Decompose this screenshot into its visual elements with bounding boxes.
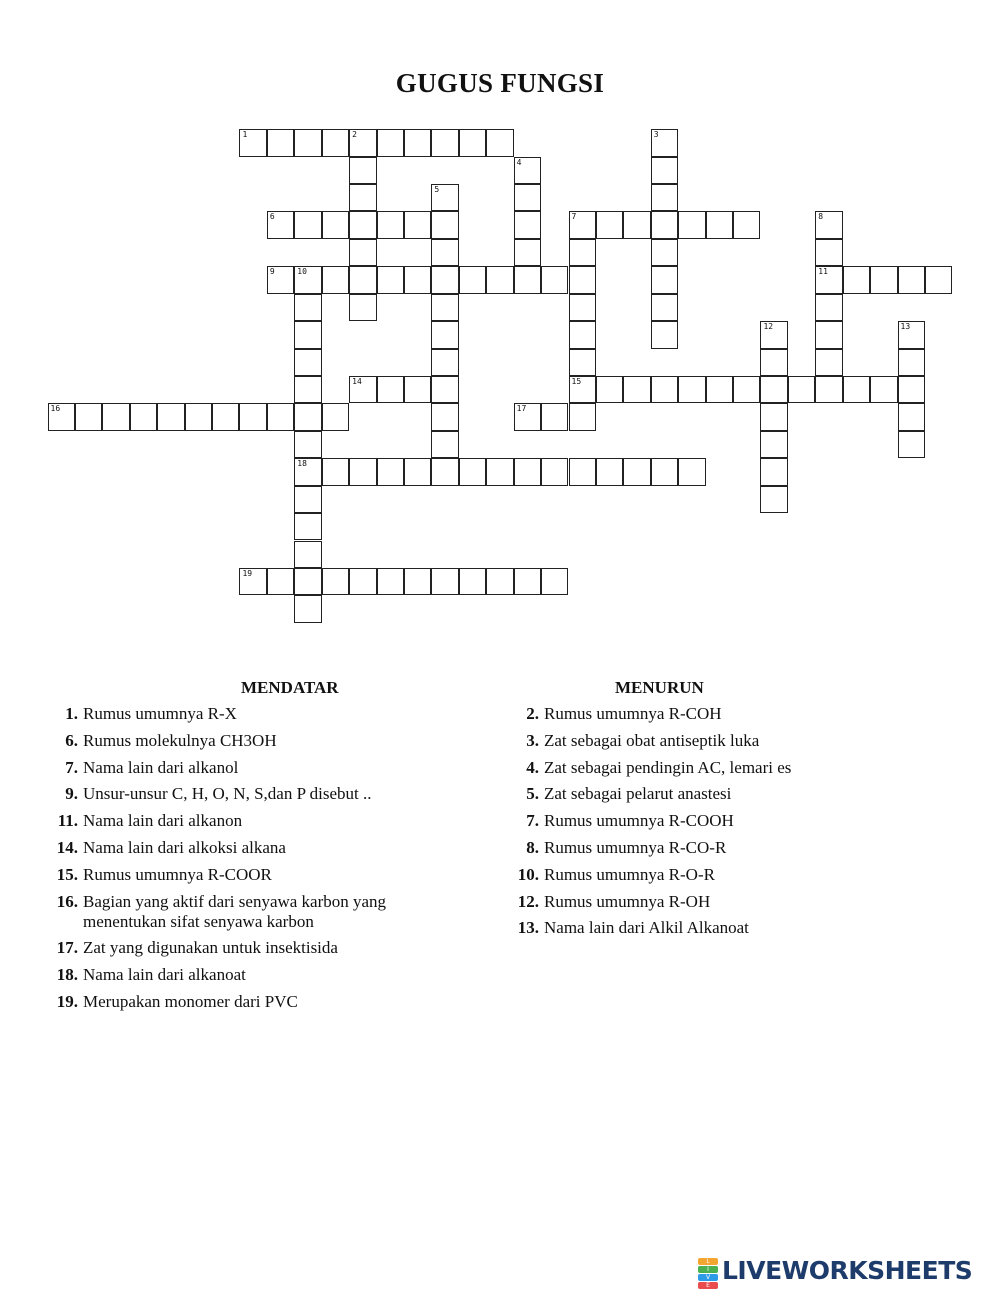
crossword-cell[interactable]: [349, 129, 376, 156]
clue-number: 4.: [526, 757, 539, 777]
down-clue: [509, 918, 869, 938]
crossword-cell[interactable]: [569, 376, 596, 403]
across-clue: [48, 892, 448, 932]
crossword-cell[interactable]: [130, 403, 157, 430]
crossword-cell[interactable]: [760, 321, 787, 348]
crossword-cell[interactable]: [569, 349, 596, 376]
crossword-cell[interactable]: [431, 239, 458, 266]
clue-number: 18: [297, 459, 307, 469]
crossword-cell[interactable]: [706, 211, 733, 238]
crossword-cell[interactable]: [431, 321, 458, 348]
crossword-cell[interactable]: [541, 403, 568, 430]
crossword-cell[interactable]: [294, 403, 321, 430]
crossword-cell[interactable]: [322, 266, 349, 293]
across-clue: [48, 965, 448, 985]
clue-text: Rumus umumnya R-O-R: [544, 864, 715, 884]
clue-number: 14.: [56, 837, 78, 857]
crossword-cell[interactable]: [843, 266, 870, 293]
across-clue: [48, 938, 448, 958]
across-clue: [48, 704, 448, 724]
clue-number: 11.: [57, 811, 78, 831]
crossword-cell[interactable]: [322, 211, 349, 238]
crossword-cell[interactable]: [569, 403, 596, 430]
crossword-cell[interactable]: [404, 568, 431, 595]
crossword-cell[interactable]: [431, 431, 458, 458]
across-heading: MENDATAR: [241, 678, 339, 697]
crossword-cell[interactable]: [623, 458, 650, 485]
crossword-cell[interactable]: [322, 568, 349, 595]
crossword-cell[interactable]: [486, 458, 513, 485]
crossword-cell[interactable]: [294, 349, 321, 376]
crossword-cell[interactable]: [569, 266, 596, 293]
crossword-cell[interactable]: [75, 403, 102, 430]
crossword-cell[interactable]: [377, 568, 404, 595]
across-clue: [48, 811, 448, 831]
crossword-cell[interactable]: [294, 321, 321, 348]
crossword-cell[interactable]: [815, 211, 842, 238]
crossword-cell[interactable]: [431, 349, 458, 376]
clue-text: Rumus umumnya R-COH: [544, 704, 722, 723]
clue-text: Zat yang digunakan untuk insektisida: [83, 938, 338, 958]
logo-text: LIVEWORKSHEETS: [722, 1256, 973, 1285]
crossword-cell[interactable]: [815, 266, 842, 293]
crossword-cell[interactable]: [541, 458, 568, 485]
clue-number: 17: [516, 404, 527, 414]
crossword-cell[interactable]: [514, 239, 541, 266]
crossword-cell[interactable]: [404, 211, 431, 238]
crossword-cell[interactable]: [404, 266, 431, 293]
crossword-cell[interactable]: [294, 431, 321, 458]
crossword-cell[interactable]: [294, 376, 321, 403]
crossword-cell[interactable]: [898, 431, 925, 458]
crossword-cell[interactable]: [349, 211, 376, 238]
crossword-cell[interactable]: [514, 568, 541, 595]
crossword-cell[interactable]: [569, 211, 596, 238]
clue-text: Merupakan monomer dari PVC: [83, 991, 298, 1011]
crossword-cell[interactable]: [898, 403, 925, 430]
down-clue: [509, 838, 869, 858]
crossword-cell[interactable]: [569, 458, 596, 485]
crossword-cell[interactable]: [431, 129, 458, 156]
crossword-cell[interactable]: [459, 129, 486, 156]
crossword-cell[interactable]: [431, 403, 458, 430]
clue-number: 3: [653, 130, 659, 140]
clue-number: 12: [763, 322, 774, 332]
clue-text: Rumus umumnya R-COOR: [83, 864, 272, 884]
crossword-cell[interactable]: [760, 403, 787, 430]
crossword-cell[interactable]: [459, 266, 486, 293]
down-clue: [509, 892, 869, 912]
crossword-cell[interactable]: [541, 568, 568, 595]
crossword-cell[interactable]: [678, 376, 705, 403]
crossword-cell[interactable]: [760, 376, 787, 403]
crossword-cell[interactable]: [651, 211, 678, 238]
crossword-cell[interactable]: [569, 321, 596, 348]
crossword-cell[interactable]: [294, 513, 321, 540]
crossword-cell[interactable]: [377, 129, 404, 156]
clue-number: 8: [818, 212, 824, 222]
clue-number: 12.: [517, 891, 539, 911]
crossword-cell[interactable]: [541, 266, 568, 293]
clue-text: Unsur-unsur C, H, O, N, S,dan P disebut ..: [83, 784, 372, 804]
down-clue-list: [509, 704, 869, 945]
crossword-cell[interactable]: [377, 458, 404, 485]
logo-stripe: L: [698, 1258, 718, 1265]
crossword-cell[interactable]: [349, 157, 376, 184]
crossword-cell[interactable]: [651, 157, 678, 184]
clue-number: 5: [434, 185, 440, 195]
crossword-cell[interactable]: [760, 458, 787, 485]
crossword-cell[interactable]: [377, 376, 404, 403]
crossword-cell[interactable]: [870, 266, 897, 293]
clue-number: 1: [242, 130, 248, 140]
crossword-cell[interactable]: [898, 266, 925, 293]
clue-text: Zat sebagai obat antiseptik luka: [544, 730, 760, 750]
crossword-cell[interactable]: [267, 266, 294, 293]
crossword-cell[interactable]: [760, 431, 787, 458]
clue-number: 15: [571, 376, 582, 386]
clue-number: 15.: [56, 864, 78, 884]
crossword-cell[interactable]: [651, 266, 678, 293]
crossword-cell[interactable]: [486, 129, 513, 156]
crossword-cell[interactable]: [870, 376, 897, 403]
liveworksheets-logo: [698, 1256, 973, 1289]
crossword-cell[interactable]: [514, 266, 541, 293]
crossword-cell[interactable]: [788, 376, 815, 403]
clue-number: 13: [900, 322, 911, 332]
clue-number: 9.: [65, 784, 78, 804]
crossword-cell[interactable]: [760, 486, 787, 513]
crossword-cell[interactable]: [623, 376, 650, 403]
clue-number: 18.: [56, 965, 78, 985]
crossword-cell[interactable]: [843, 376, 870, 403]
crossword-cell[interactable]: [431, 211, 458, 238]
crossword-cell[interactable]: [596, 376, 623, 403]
crossword-cell[interactable]: [651, 294, 678, 321]
crossword-cell[interactable]: [239, 568, 266, 595]
clue-text: Rumus umumnya R-COOH: [544, 811, 734, 831]
crossword-cell[interactable]: [815, 321, 842, 348]
logo-stripe: V: [698, 1274, 718, 1281]
crossword-cell[interactable]: [431, 376, 458, 403]
crossword-cell[interactable]: [514, 157, 541, 184]
crossword-cell[interactable]: [651, 129, 678, 156]
crossword-cell[interactable]: [514, 211, 541, 238]
crossword-cell[interactable]: [925, 266, 952, 293]
crossword-cell[interactable]: [294, 568, 321, 595]
across-clue: [48, 838, 448, 858]
crossword-cell[interactable]: [48, 403, 75, 430]
crossword-cell[interactable]: [514, 403, 541, 430]
crossword-cell[interactable]: [239, 129, 266, 156]
across-clue: [48, 731, 448, 751]
down-clue: [509, 731, 869, 751]
crossword-cell[interactable]: [294, 595, 321, 622]
clue-number: 9: [269, 267, 275, 277]
crossword-cell[interactable]: [431, 266, 458, 293]
clue-number: 1.: [65, 704, 78, 723]
clue-text: Zat sebagai pelarut anastesi: [544, 784, 732, 804]
clue-number: 10.: [517, 864, 539, 884]
crossword-cell[interactable]: [651, 184, 678, 211]
crossword-cell[interactable]: [486, 266, 513, 293]
crossword-cell[interactable]: [349, 458, 376, 485]
crossword-cell[interactable]: [733, 376, 760, 403]
clue-number: 11: [818, 267, 828, 277]
clue-number: 5.: [526, 784, 539, 804]
down-clue: [509, 865, 869, 885]
crossword-cell[interactable]: [569, 294, 596, 321]
crossword-cell[interactable]: [294, 129, 321, 156]
crossword-cell[interactable]: [404, 458, 431, 485]
crossword-cell[interactable]: [678, 458, 705, 485]
crossword-cell[interactable]: [267, 403, 294, 430]
clue-number: 7: [571, 212, 577, 222]
crossword-cell[interactable]: [651, 376, 678, 403]
logo-stripe: I: [698, 1266, 718, 1273]
crossword-cell[interactable]: [898, 376, 925, 403]
clue-text: Rumus umumnya R-OH: [544, 891, 711, 911]
clue-text: Nama lain dari alkanon: [83, 811, 243, 831]
across-clue: [48, 865, 448, 885]
clue-number: 7.: [65, 757, 78, 777]
crossword-cell[interactable]: [294, 266, 321, 293]
clue-number: 13.: [517, 918, 539, 938]
crossword-cell[interactable]: [431, 458, 458, 485]
crossword-cell[interactable]: [349, 376, 376, 403]
down-clue: [509, 704, 869, 724]
crossword-cell[interactable]: [267, 211, 294, 238]
clue-number: 10: [297, 267, 307, 277]
crossword-cell[interactable]: [898, 321, 925, 348]
crossword-cell[interactable]: [815, 349, 842, 376]
clue-number: 14: [352, 376, 362, 386]
clue-number: 17.: [56, 938, 78, 958]
crossword-cell[interactable]: [486, 568, 513, 595]
crossword-cell[interactable]: [678, 211, 705, 238]
clue-number: 16.: [56, 891, 78, 911]
clue-text: Nama lain dari alkanol: [83, 757, 239, 777]
crossword-cell[interactable]: [596, 211, 623, 238]
crossword-cell[interactable]: [294, 458, 321, 485]
clue-number: 7.: [526, 811, 539, 831]
crossword-cell[interactable]: [377, 211, 404, 238]
crossword-cell[interactable]: [898, 349, 925, 376]
crossword-cell[interactable]: [514, 458, 541, 485]
clue-text: Bagian yang aktif dari senyawa karbon yang menentukan sifat senyawa karbon: [83, 891, 387, 931]
crossword-cell[interactable]: [431, 294, 458, 321]
crossword-cell[interactable]: [294, 486, 321, 513]
across-clue-list: [48, 704, 448, 1019]
down-heading: MENURUN: [615, 678, 704, 697]
crossword-cell[interactable]: [733, 211, 760, 238]
crossword-cell[interactable]: [185, 403, 212, 430]
crossword-cell[interactable]: [157, 403, 184, 430]
crossword-cell[interactable]: [377, 266, 404, 293]
down-clue: [509, 758, 869, 778]
crossword-cell[interactable]: [322, 129, 349, 156]
page-title: GUGUS FUNGSI: [395, 68, 605, 98]
crossword-cell[interactable]: [322, 403, 349, 430]
clue-number: 16: [50, 404, 61, 414]
across-clue: [48, 758, 448, 778]
crossword-cell[interactable]: [431, 568, 458, 595]
crossword-cell[interactable]: [349, 294, 376, 321]
clue-text: Zat sebagai pendingin AC, lemari es: [544, 757, 792, 777]
crossword-cell[interactable]: [404, 376, 431, 403]
clue-number: 19.: [56, 991, 78, 1011]
crossword-cell[interactable]: [349, 239, 376, 266]
crossword-cell[interactable]: [815, 239, 842, 266]
crossword-cell[interactable]: [459, 458, 486, 485]
crossword-cell[interactable]: [569, 239, 596, 266]
clue-number: 3.: [526, 730, 539, 750]
crossword-cell[interactable]: [596, 458, 623, 485]
liveworksheets-icon: [698, 1257, 718, 1289]
crossword-cell[interactable]: [815, 294, 842, 321]
crossword-cell[interactable]: [651, 458, 678, 485]
crossword-cell[interactable]: [815, 376, 842, 403]
clue-number: 6.: [65, 730, 78, 750]
crossword-cell[interactable]: [322, 458, 349, 485]
clue-text: Rumus umumnya R-X: [83, 704, 237, 723]
crossword-cell[interactable]: [404, 129, 431, 156]
crossword-cell[interactable]: [212, 403, 239, 430]
crossword-cell[interactable]: [294, 211, 321, 238]
crossword-cell[interactable]: [349, 184, 376, 211]
crossword-cell[interactable]: [623, 211, 650, 238]
crossword-cell[interactable]: [102, 403, 129, 430]
crossword-cell[interactable]: [514, 184, 541, 211]
crossword-cell[interactable]: [651, 321, 678, 348]
clue-number: 2: [352, 130, 357, 140]
clue-number: 19: [242, 568, 253, 578]
logo-stripe: E: [698, 1282, 718, 1289]
down-clue: [509, 784, 869, 804]
clue-text: Nama lain dari alkanoat: [83, 965, 246, 985]
crossword-cell[interactable]: [239, 403, 266, 430]
crossword-cell[interactable]: [431, 184, 458, 211]
clue-number: 2.: [526, 704, 539, 723]
crossword-grid: [0, 0, 1000, 640]
across-clue: [48, 992, 448, 1012]
crossword-cell[interactable]: [267, 129, 294, 156]
clue-text: Nama lain dari Alkil Alkanoat: [544, 918, 749, 938]
clue-text: Rumus molekulnya CH3OH: [83, 730, 277, 750]
clue-text: Rumus umumnya R-CO-R: [544, 837, 727, 857]
clue-number: 4: [516, 157, 522, 167]
crossword-cell[interactable]: [459, 568, 486, 595]
crossword-cell[interactable]: [349, 266, 376, 293]
crossword-cell[interactable]: [651, 239, 678, 266]
clue-text: Nama lain dari alkoksi alkana: [83, 837, 286, 857]
crossword-cell[interactable]: [267, 568, 294, 595]
crossword-cell[interactable]: [706, 376, 733, 403]
crossword-cell[interactable]: [294, 294, 321, 321]
across-clue: [48, 784, 448, 804]
crossword-cell[interactable]: [349, 568, 376, 595]
crossword-cell[interactable]: [294, 541, 321, 568]
crossword-cell[interactable]: [760, 349, 787, 376]
clue-number: 8.: [526, 837, 539, 857]
down-clue: [509, 811, 869, 831]
clue-number: 6: [269, 212, 275, 222]
